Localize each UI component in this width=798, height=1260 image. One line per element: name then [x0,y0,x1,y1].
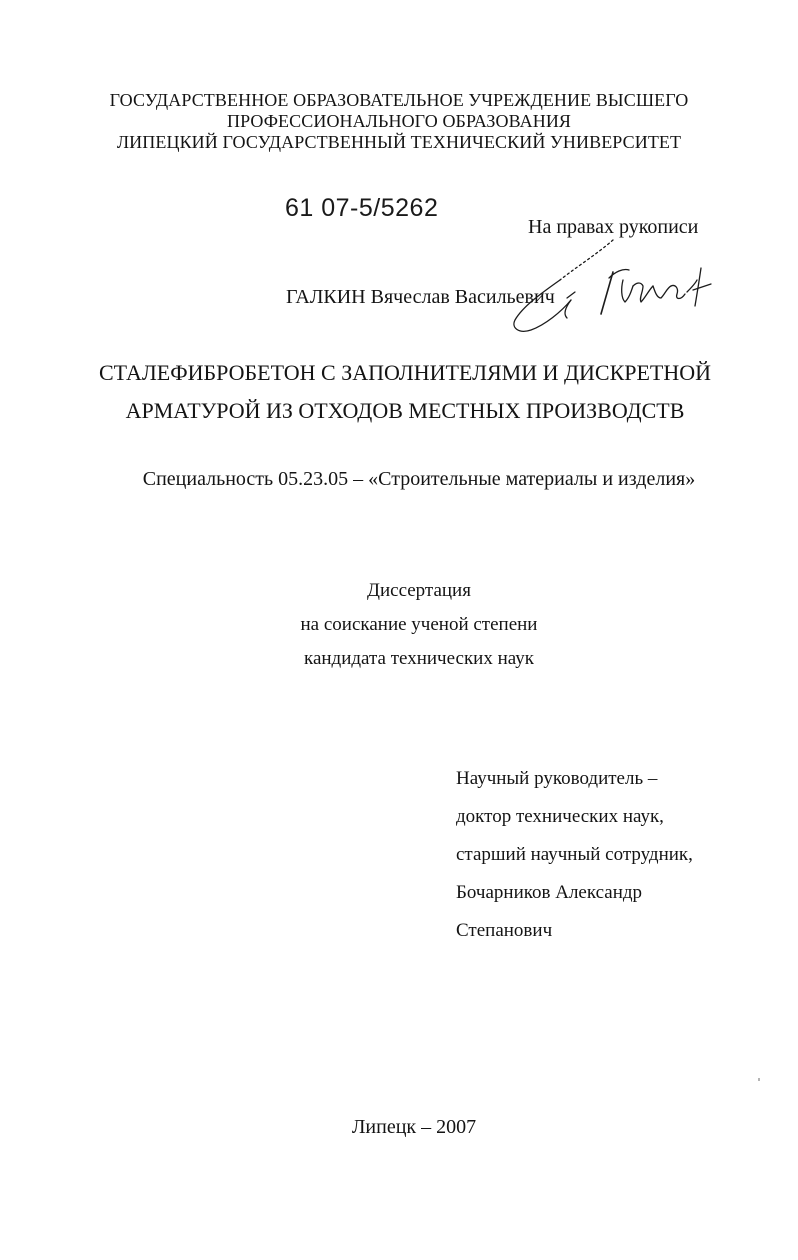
institution-header [0,90,798,153]
supervisor-line-2: доктор технических наук, [456,806,664,827]
institution-line-3: ЛИПЕЦКИЙ ГОСУДАРСТВЕННЫЙ ТЕХНИЧЕСКИЙ УНИВЕРСИТЕТ [116,132,682,152]
city-year-footer: Липецк – 2007 [351,1116,477,1138]
handwritten-signature-icon [505,228,720,348]
thesis-title-line-2: АРМАТУРОЙ ИЗ ОТХОДОВ МЕСТНЫХ ПРОИЗВОДСТВ [125,398,685,423]
manuscript-rights-note: На правах рукописи [528,216,699,238]
supervisor-block [456,760,693,950]
scan-speck [758,1078,760,1081]
degree-line-3: кандидата технических наук [304,648,534,669]
thesis-title-line-1: СТАЛЕФИБРОБЕТОН С ЗАПОЛНИТЕЛЯМИ И ДИСКРЕТНОЙ [98,360,712,385]
degree-line-2: на соискание ученой степени [300,614,538,635]
supervisor-line-5: Степанович [456,920,553,941]
institution-line-1: ГОСУДАРСТВЕННОЕ ОБРАЗОВАТЕЛЬНОЕ УЧРЕЖДЕНИЕ ВЫСШЕГО [109,90,689,110]
author-name: ГАЛКИН Вячеслав Васильевич [286,286,555,308]
degree-line-1: Диссертация [367,580,471,601]
archive-stamp-number: 61 07-5/5262 [285,194,439,222]
degree-block [0,574,798,676]
specialty-line: Специальность 05.23.05 – «Строительные материалы и изделия» [142,468,696,490]
institution-line-2: ПРОФЕССИОНАЛЬНОГО ОБРАЗОВАНИЯ [226,111,572,131]
thesis-title [0,354,798,430]
supervisor-line-1: Научный руководитель – [456,768,658,789]
supervisor-line-3: старший научный сотрудник, [456,844,693,865]
supervisor-line-4: Бочарников Александр [456,882,643,903]
